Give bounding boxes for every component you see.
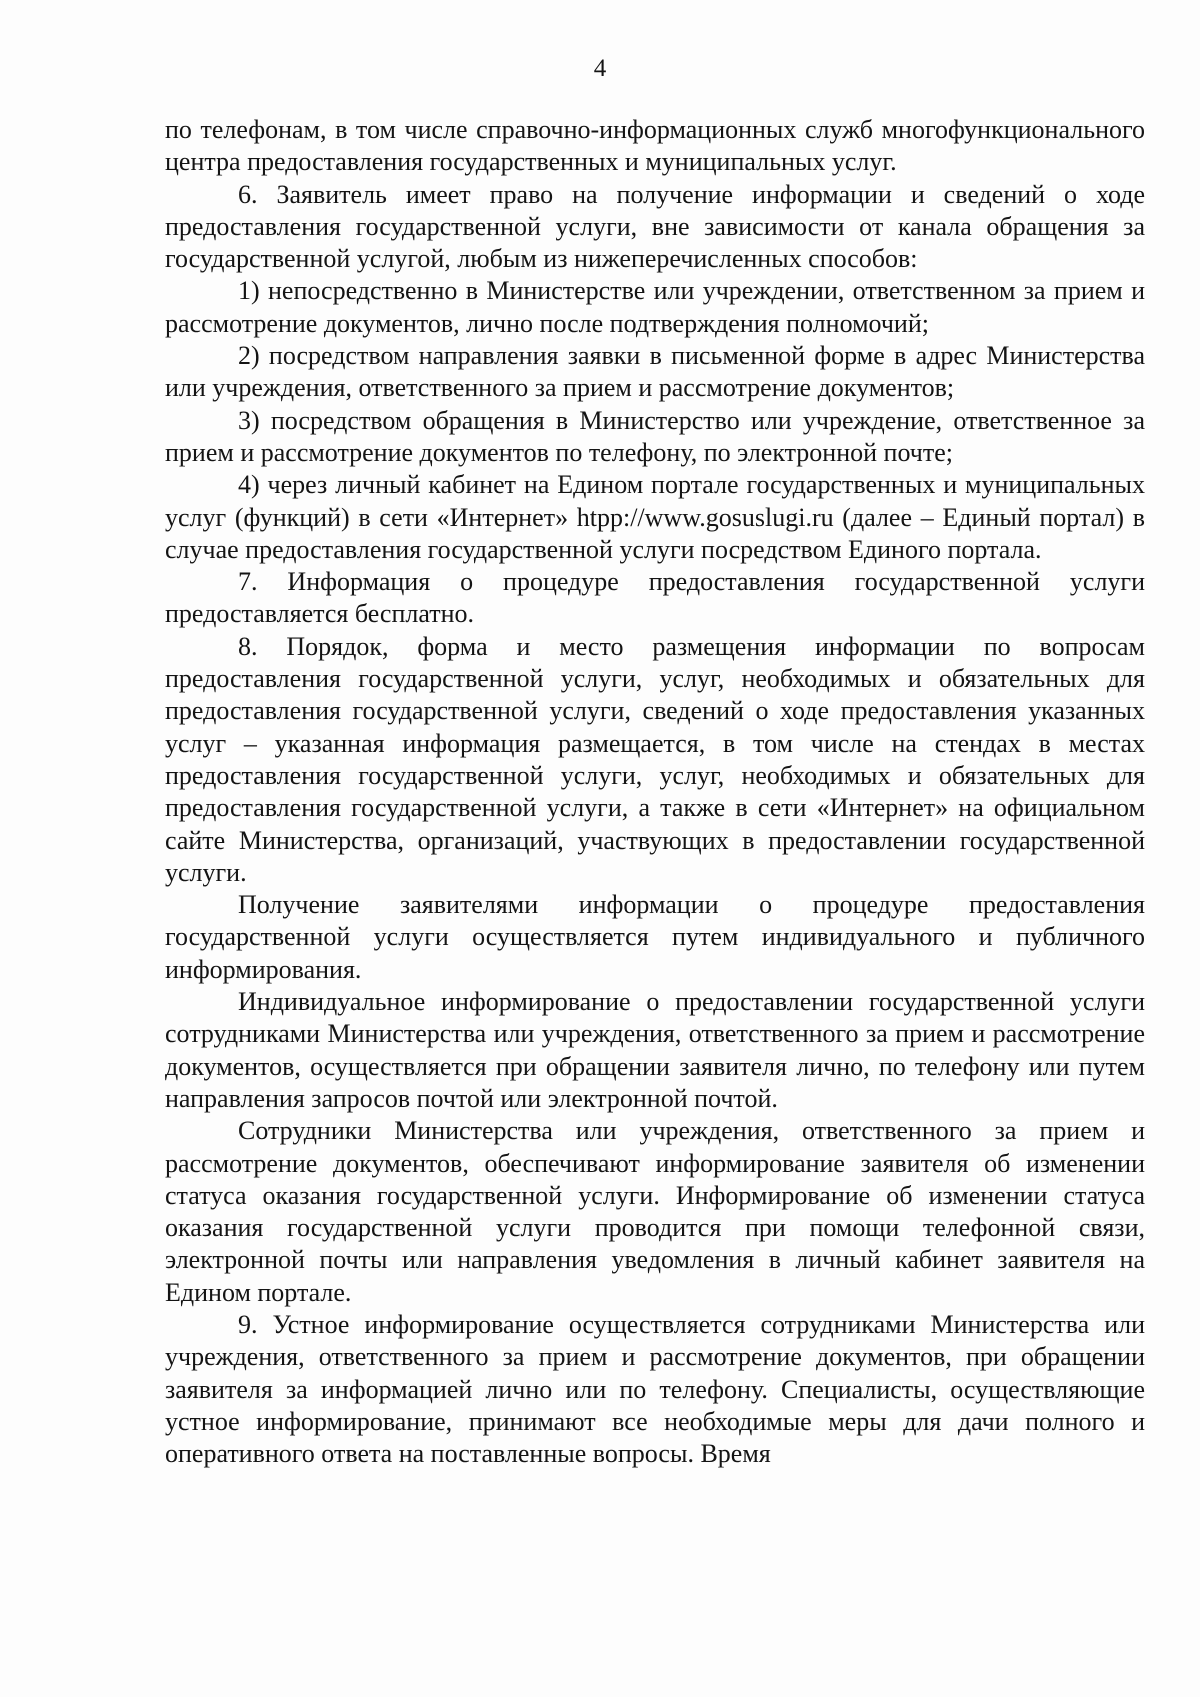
paragraph-receiving-info: Получение заявителями информации о процедуре предоставления государственной услуги осуществляется путем индивидуального и публичного информирования. — [165, 890, 1145, 984]
paragraph-staff-duties: Сотрудники Министерства или учреждения, ответственного за прием и рассмотрение документов, обеспечивают информирование заявителя об изменении статуса оказания государственной услуги. Информирование об изменении статуса оказания государственной услуги проводится при помощи телефонной связи, электронной почты или направления уведомления в личный кабинет заявителя на Едином портале. — [165, 1116, 1145, 1307]
paragraph-individual-info: Индивидуальное информирование о предоставлении государственной услуги сотрудниками Министерства или учреждения, ответственного за прием и рассмотрение документов, осуществляется при обращении заявителя лично, по телефону или путем направления запросов почтой или электронной почтой. — [165, 987, 1145, 1113]
paragraph-item-6: 6. Заявитель имеет право на получение информации и сведений о ходе предоставления государственной услуги, вне зависимости от канала обращения за государственной услугой, любым из нижеперечисленных способов: — [165, 179, 1145, 274]
paragraph-item-9: 9. Устное информирование осуществляется сотрудниками Министерства или учреждения, ответственного за прием и рассмотрение документов, при обращении заявителя за информацией лично или по телефону. Специалисты, осуществляющие устное информирование, принимают все необходимые меры для дачи полного и оперативного ответа на поставленные вопросы. Время — [165, 1309, 1145, 1469]
page-number: 4 — [593, 55, 607, 82]
list-item-1: 1) непосредственно в Министерстве или учреждении, ответственном за прием и рассмотрение документов, лично после подтверждения полномочий; — [165, 276, 1145, 338]
list-item-4: 4) через личный кабинет на Едином портале государственных и муниципальных услуг (функций) в сети «Интернет» htpp://www.gosuslugi.ru (далее – Единый портал) в случае предоставления государственной услуги посредством Единого портала. — [165, 470, 1145, 564]
list-item-2: 2) посредством направления заявки в письменной форме в адрес Министерства или учреждения, ответственного за прием и рассмотрение документов; — [165, 341, 1145, 403]
paragraph-continuation: по телефонам, в том числе справочно-информационных служб многофункционального центра предоставления государственных и муниципальных услуг. — [165, 115, 1145, 177]
document-body — [165, 114, 1145, 1470]
paragraph-item-7: 7. Информация о процедуре предоставления государственной услуги предоставляется бесплатно. — [165, 567, 1145, 629]
list-item-3: 3) посредством обращения в Министерство или учреждение, ответственное за прием и рассмотрение документов по телефону, по электронной почте; — [165, 405, 1145, 467]
paragraph-item-8: 8. Порядок, форма и место размещения информации по вопросам предоставления государственной услуги, услуг, необходимых и обязательных для предоставления государственной услуги, сведений о ходе предоставления указанных услуг – указанная информация размещается, в том числе на стендах в местах предоставления государственной услуги, услуг, необходимых и обязательных для предоставления государственной услуги, а также в сети «Интернет» на официальном сайте Министерства, организаций, участвующих в предоставлении государственной услуги. — [165, 631, 1145, 887]
